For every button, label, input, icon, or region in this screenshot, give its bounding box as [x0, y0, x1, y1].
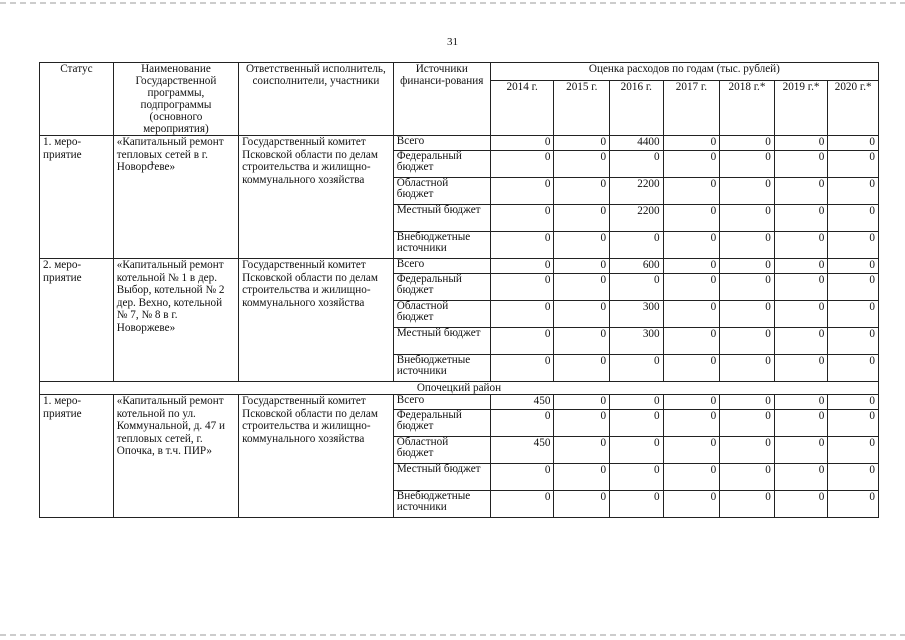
- amount-cell: 0: [720, 328, 775, 355]
- amount-cell: 0: [663, 410, 720, 437]
- amount-cell: 0: [554, 355, 610, 382]
- amount-cell: 0: [774, 259, 828, 274]
- amount-cell: 0: [554, 136, 610, 151]
- amount-cell: 0: [720, 259, 775, 274]
- amount-cell: 0: [720, 274, 775, 301]
- amount-cell: 2200: [610, 178, 664, 205]
- table-row: [40, 259, 879, 274]
- amount-cell: 0: [490, 205, 554, 232]
- amount-cell: 0: [828, 205, 879, 232]
- amount-cell: 300: [610, 328, 664, 355]
- header-name: Наименование Государственной программы, подпрограммы (основного мероприятия): [113, 63, 238, 136]
- status-cell: 2. меро-приятие: [40, 259, 114, 382]
- funding-source-cell: Местный бюджет: [393, 328, 490, 355]
- amount-cell: 0: [554, 328, 610, 355]
- header-year: 2020 г.*: [828, 81, 879, 136]
- amount-cell: 0: [663, 151, 720, 178]
- amount-cell: 0: [774, 355, 828, 382]
- header-costs: Оценка расходов по годам (тыс. рублей): [490, 63, 878, 81]
- amount-cell: 0: [828, 491, 879, 518]
- amount-cell: 0: [490, 178, 554, 205]
- amount-cell: 0: [554, 205, 610, 232]
- amount-cell: 0: [720, 491, 775, 518]
- header-status: Статус: [40, 63, 114, 136]
- amount-cell: 0: [774, 328, 828, 355]
- funding-source-cell: Областной бюджет: [393, 437, 490, 464]
- amount-cell: 0: [490, 274, 554, 301]
- amount-cell: 0: [828, 259, 879, 274]
- funding-source-cell: Всего: [393, 136, 490, 151]
- amount-cell: 0: [720, 136, 775, 151]
- amount-cell: 0: [610, 410, 664, 437]
- amount-cell: 4400: [610, 136, 664, 151]
- amount-cell: 0: [828, 274, 879, 301]
- amount-cell: 0: [720, 464, 775, 491]
- amount-cell: 0: [663, 178, 720, 205]
- funding-source-cell: Областной бюджет: [393, 178, 490, 205]
- amount-cell: 0: [828, 464, 879, 491]
- amount-cell: 0: [490, 259, 554, 274]
- amount-cell: 0: [663, 232, 720, 259]
- amount-cell: 0: [828, 136, 879, 151]
- status-cell: 1. меро-приятие: [40, 136, 114, 259]
- amount-cell: 0: [490, 328, 554, 355]
- amount-cell: 0: [663, 328, 720, 355]
- header-year: 2014 г.: [490, 81, 554, 136]
- amount-cell: 0: [554, 151, 610, 178]
- amount-cell: 0: [663, 205, 720, 232]
- amount-cell: 0: [774, 136, 828, 151]
- amount-cell: 600: [610, 259, 664, 274]
- amount-cell: 0: [610, 232, 664, 259]
- table-body: [40, 136, 879, 518]
- amount-cell: 0: [663, 464, 720, 491]
- amount-cell: 0: [554, 410, 610, 437]
- amount-cell: 0: [828, 178, 879, 205]
- amount-cell: 0: [774, 151, 828, 178]
- amount-cell: 0: [774, 491, 828, 518]
- amount-cell: 0: [663, 437, 720, 464]
- header-year: 2016 г.: [610, 81, 664, 136]
- status-cell: 1. меро-приятие: [40, 395, 114, 518]
- amount-cell: 0: [490, 232, 554, 259]
- district-title: Опочецкий район: [40, 382, 879, 395]
- funding-source-cell: Федеральный бюджет: [393, 274, 490, 301]
- amount-cell: 0: [720, 301, 775, 328]
- executor-cell: Государственный комитет Псковской области по делам строительства и жилищно-коммунального хозяйства: [239, 395, 394, 518]
- amount-cell: 0: [554, 464, 610, 491]
- funding-source-cell: Всего: [393, 259, 490, 274]
- amount-cell: 0: [720, 151, 775, 178]
- amount-cell: 0: [663, 259, 720, 274]
- amount-cell: 0: [774, 178, 828, 205]
- funding-source-cell: Внебюджетные источники: [393, 491, 490, 518]
- amount-cell: 0: [554, 491, 610, 518]
- amount-cell: 0: [828, 328, 879, 355]
- amount-cell: 0: [828, 301, 879, 328]
- amount-cell: 0: [663, 395, 720, 410]
- amount-cell: 0: [554, 395, 610, 410]
- program-name-cell: «Капитальный ремонт тепловых сетей в г. Новорժеве»: [113, 136, 238, 259]
- amount-cell: 0: [720, 232, 775, 259]
- budget-table: [39, 62, 879, 518]
- amount-cell: 0: [610, 464, 664, 491]
- amount-cell: 0: [720, 410, 775, 437]
- header-year: 2019 г.*: [774, 81, 828, 136]
- amount-cell: 0: [490, 410, 554, 437]
- header-sources: Источники финанси-рования: [393, 63, 490, 136]
- program-name-cell: «Капитальный ремонт котельной № 1 в дер. Выбор, котельной № 2 дер. Вехно, котельной № 7, № 8 в г. Новоржеве»: [113, 259, 238, 382]
- amount-cell: 0: [828, 232, 879, 259]
- amount-cell: 2200: [610, 205, 664, 232]
- amount-cell: 0: [610, 151, 664, 178]
- amount-cell: 0: [720, 437, 775, 464]
- district-row: [40, 382, 879, 395]
- amount-cell: 0: [774, 437, 828, 464]
- amount-cell: 0: [828, 355, 879, 382]
- scan-edge-bottom: [0, 634, 905, 636]
- amount-cell: 0: [720, 205, 775, 232]
- amount-cell: 0: [554, 274, 610, 301]
- scan-edge-top: [0, 2, 905, 4]
- amount-cell: 0: [490, 464, 554, 491]
- amount-cell: 0: [490, 301, 554, 328]
- amount-cell: 450: [490, 437, 554, 464]
- amount-cell: 0: [663, 301, 720, 328]
- table-row: [40, 136, 879, 151]
- funding-source-cell: Областной бюджет: [393, 301, 490, 328]
- amount-cell: 0: [490, 151, 554, 178]
- amount-cell: 0: [554, 178, 610, 205]
- amount-cell: 0: [663, 136, 720, 151]
- funding-source-cell: Внебюджетные источники: [393, 355, 490, 382]
- amount-cell: 0: [774, 205, 828, 232]
- amount-cell: 0: [610, 355, 664, 382]
- table-row: [40, 395, 879, 410]
- amount-cell: 0: [610, 491, 664, 518]
- amount-cell: 0: [663, 355, 720, 382]
- amount-cell: 0: [490, 136, 554, 151]
- amount-cell: 0: [610, 437, 664, 464]
- funding-source-cell: Местный бюджет: [393, 464, 490, 491]
- amount-cell: 0: [774, 410, 828, 437]
- amount-cell: 0: [828, 437, 879, 464]
- amount-cell: 0: [490, 491, 554, 518]
- program-name-cell: «Капитальный ремонт котельной по ул. Коммунальной, д. 47 и тепловых сетей, г. Опочка, в т.ч. ПИР»: [113, 395, 238, 518]
- amount-cell: 0: [828, 395, 879, 410]
- amount-cell: 0: [663, 274, 720, 301]
- funding-source-cell: Федеральный бюджет: [393, 151, 490, 178]
- funding-source-cell: Всего: [393, 395, 490, 410]
- amount-cell: 0: [828, 410, 879, 437]
- funding-source-cell: Местный бюджет: [393, 205, 490, 232]
- amount-cell: 0: [554, 232, 610, 259]
- amount-cell: 0: [610, 395, 664, 410]
- header-executor: Ответственный исполнитель, соисполнители, участники: [239, 63, 394, 136]
- amount-cell: 450: [490, 395, 554, 410]
- funding-source-cell: Внебюджетные источники: [393, 232, 490, 259]
- amount-cell: 0: [720, 355, 775, 382]
- amount-cell: 0: [720, 395, 775, 410]
- amount-cell: 0: [774, 395, 828, 410]
- funding-source-cell: Федеральный бюджет: [393, 410, 490, 437]
- amount-cell: 0: [774, 274, 828, 301]
- header-year: 2018 г.*: [720, 81, 775, 136]
- executor-cell: Государственный комитет Псковской области по делам строительства и жилищно-коммунального хозяйства: [239, 136, 394, 259]
- amount-cell: 300: [610, 301, 664, 328]
- header-year: 2015 г.: [554, 81, 610, 136]
- amount-cell: 0: [720, 178, 775, 205]
- table-header: [40, 63, 879, 136]
- executor-cell: Государственный комитет Псковской области по делам строительства и жилищно-коммунального хозяйства: [239, 259, 394, 382]
- amount-cell: 0: [828, 151, 879, 178]
- amount-cell: 0: [554, 301, 610, 328]
- amount-cell: 0: [663, 491, 720, 518]
- header-year: 2017 г.: [663, 81, 720, 136]
- amount-cell: 0: [774, 301, 828, 328]
- amount-cell: 0: [774, 464, 828, 491]
- amount-cell: 0: [490, 355, 554, 382]
- page-number: 31: [447, 36, 458, 48]
- amount-cell: 0: [610, 274, 664, 301]
- amount-cell: 0: [774, 232, 828, 259]
- amount-cell: 0: [554, 259, 610, 274]
- amount-cell: 0: [554, 437, 610, 464]
